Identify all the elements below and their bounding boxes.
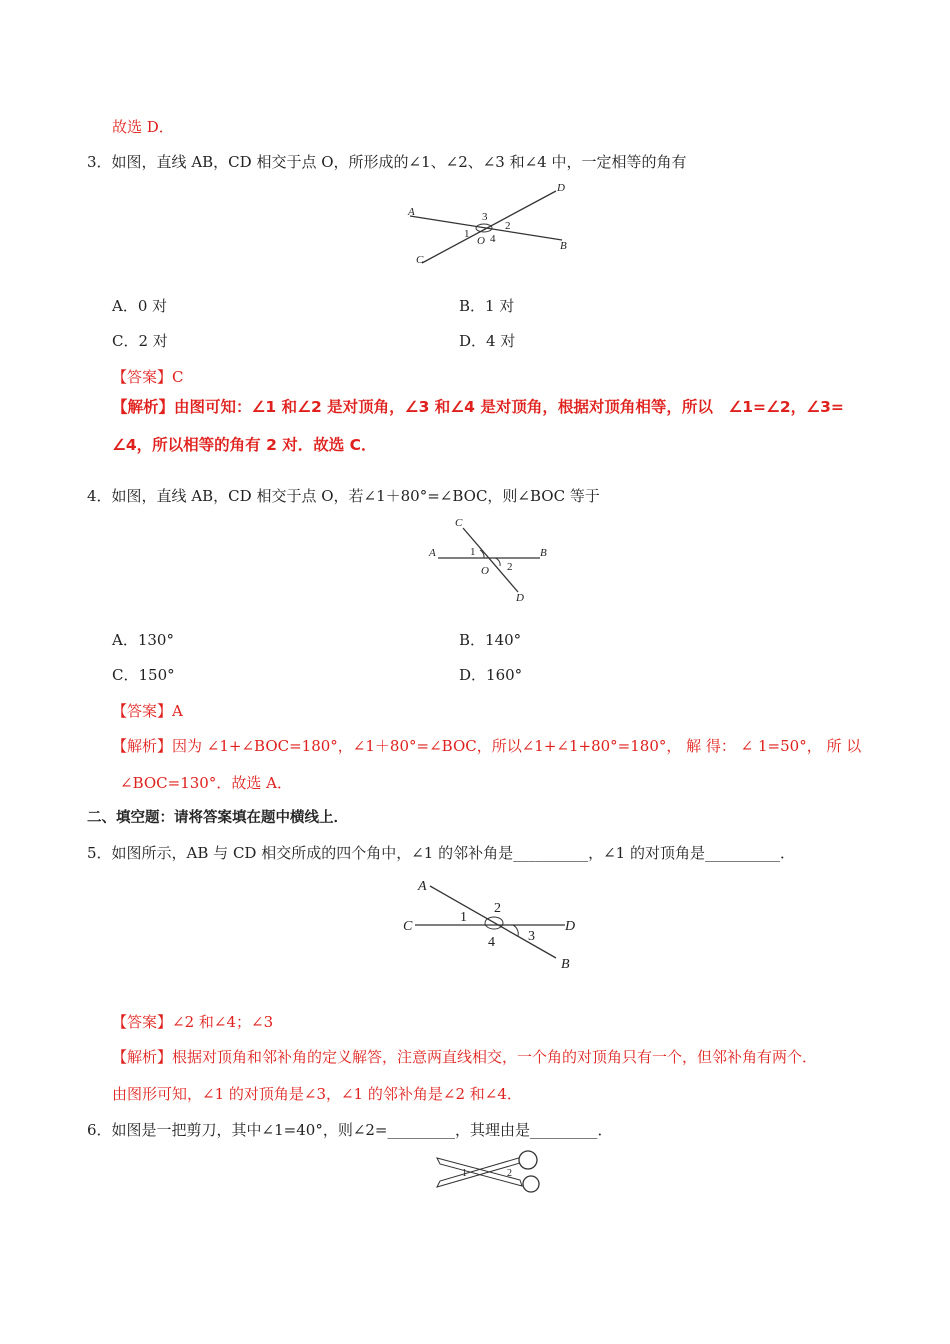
q3-label-3: 3 [482, 211, 488, 223]
q2-conclusion: 故选 D． [112, 118, 174, 136]
q5-label-3: 3 [528, 929, 535, 944]
q4-analysis-cont: ∠BOC=130°．故选 A． [120, 774, 292, 792]
q3-option-b[interactable]: B．1 对 [459, 297, 515, 315]
q3-option-a[interactable]: A．0 对 [112, 297, 168, 315]
q3-option-c[interactable]: C．2 对 [112, 332, 168, 350]
analysis-text: 由图可知：∠1 和∠2 是对顶角，∠3 和∠4 是对顶角，根据对顶角相等，所以 ∠1=∠2，∠3= [174, 398, 844, 416]
q6-label-2: 2 [507, 1168, 512, 1179]
q6-number: 6． [87, 1121, 112, 1139]
q5-label-D: D [565, 919, 576, 934]
q3-option-d[interactable]: D．4 对 [459, 332, 516, 350]
q5-label-C: C [403, 919, 413, 934]
q3-number: 3． [87, 153, 112, 171]
q3-analysis-cont: ∠4，所以相等的角有 2 对．故选 C． [112, 436, 377, 454]
q5-number: 5． [87, 844, 112, 862]
q4-label-D: D [516, 592, 524, 604]
q4-label-1: 1 [470, 546, 476, 558]
q5-analysis-cont: 由图形可知，∠1 的对顶角是∠3，∠1 的邻补角是∠2 和∠4． [112, 1085, 522, 1103]
q5-label-4: 4 [488, 935, 495, 950]
answer-label: 【答案】 [112, 368, 173, 386]
analysis-label: 【解析】 [112, 737, 173, 755]
q3-label-C: C [416, 254, 424, 266]
q4-number: 4． [87, 487, 112, 505]
answer-value: A [172, 702, 183, 720]
q3-label-O: O [477, 235, 485, 247]
analysis-label: 【解析】 [112, 398, 175, 416]
q4-label-B: B [540, 547, 547, 559]
q4-option-d[interactable]: D．160° [459, 666, 523, 684]
q6-stem-text: 如图是一把剪刀，其中∠1=40°，则∠2=_________，其理由是_________． [111, 1121, 613, 1139]
q5-label-1: 1 [460, 910, 467, 925]
answer-label: 【答案】 [112, 1013, 173, 1031]
q5-label-2: 2 [494, 901, 501, 916]
q4-label-2: 2 [507, 561, 513, 573]
q3-label-D: D [557, 182, 565, 194]
q4-label-A: A [429, 547, 436, 559]
answer-value: ∠2 和∠4；∠3 [172, 1013, 274, 1031]
q3-label-1: 1 [464, 228, 470, 240]
analysis-text: 因为 ∠1+∠BOC=180°，∠1＋80°=∠BOC，所以∠1+∠1+80°=180°， 解 得： ∠ 1=50°， 所 以 [172, 737, 862, 755]
q3-label-2: 2 [505, 220, 511, 232]
q5-stem-text: 如图所示，AB 与 CD 相交所成的四个角中，∠1 的邻补角是__________，∠1 的对顶角是__________． [111, 844, 795, 862]
q3-label-A: A [408, 206, 415, 218]
q3-stem-text: 如图，直线 AB，CD 相交于点 O，所形成的∠1、∠2、∠3 和∠4 中，一定相等的角有 [111, 153, 687, 171]
q4-label-O: O [481, 565, 489, 577]
q3-label-B: B [560, 240, 567, 252]
q4-label-C: C [455, 517, 463, 529]
q6-label-1: 1 [462, 1168, 467, 1179]
q4-option-b[interactable]: B．140° [459, 631, 522, 649]
q3-label-4: 4 [490, 233, 496, 245]
answer-label: 【答案】 [112, 702, 173, 720]
analysis-label: 【解析】 [112, 1048, 173, 1066]
q4-option-a[interactable]: A．130° [112, 631, 174, 649]
q4-stem-text: 如图，直线 AB，CD 相交于点 O，若∠1＋80°=∠BOC，则∠BOC 等于 [111, 487, 600, 505]
q4-option-c[interactable]: C．150° [112, 666, 175, 684]
q5-label-A: A [418, 879, 427, 894]
section-heading-fill-in: 二、填空题：请将答案填在题中横线上． [87, 810, 348, 826]
q5-label-B: B [561, 957, 570, 972]
analysis-text: 根据对顶角和邻补角的定义解答，注意两直线相交，一个角的对顶角只有一个，但邻补角有两个． [172, 1048, 818, 1066]
answer-value: C [172, 368, 184, 386]
